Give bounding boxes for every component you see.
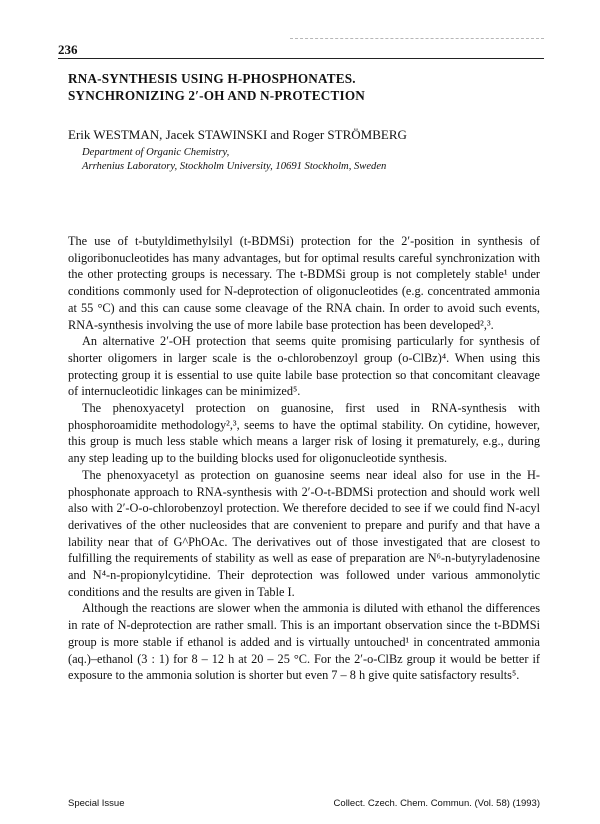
footer-issue: Special Issue bbox=[68, 798, 125, 809]
affiliation bbox=[82, 146, 386, 174]
affiliation-line-2: Arrhenius Laboratory, Stockholm University, 10691 Stockholm, Sweden bbox=[82, 161, 387, 172]
header-faint-rule bbox=[290, 38, 544, 39]
paragraph-5: Although the reactions are slower when the ammonia is diluted with ethanol the differences in rate of N-deprotection are rather small. This is an important observation since the t-BDMSi group is more stable if ethanol is added and is virtually untouched¹ in concentrated ammonia (aq.)–ethanol (3 : 1) for 8 – 12 h at 20 – 25 °C. For the 2′-o-ClBz group it would be better if exposure to the ammonia solution is shorter but even 7 – 8 h give quite satisfactory results⁵. bbox=[68, 601, 540, 683]
paragraph-4: The phenoxyacetyl as protection on guanosine seems near ideal also for use in the H-phosphonate approach to RNA-synthesis with 2′-O-t-BDMSi protection and should work well also with 2′-O-o-chlorobenzoyl protection. We therefore decided to see if we could find N-acyl derivatives of the other nucleosides that are convenient to prepare and purify and that have a lability near that of G^PhOAc. The derivatives out of those investigated that are closest to fulfilling the requirements of stability as well as ease of preparation are N⁶-n-butyryladenosine and N⁴-n-propionylcytidine. Their deprotection was followed under various ammonolytic conditions and the results are given in Table I. bbox=[68, 467, 540, 599]
authors: Erik WESTMAN, Jacek STAWINSKI and Roger STRÖMBERG bbox=[68, 127, 407, 142]
paragraph-3: The phenoxyacetyl protection on guanosine, first used in RNA-synthesis with phosphoroamidite methodology²,³, seems to have the optimal stability. On cytidine, however, this group is much less stable which means a larger risk of losing it prematurely, e.g., during any step leading up to the building blocks used for oligonucleotide synthesis. bbox=[68, 401, 540, 466]
article-body bbox=[68, 233, 540, 684]
title-line-1: RNA-SYNTHESIS USING H-PHOSPHONATES. bbox=[68, 71, 356, 86]
title-line-2: SYNCHRONIZING 2′-OH AND N-PROTECTION bbox=[68, 88, 366, 103]
article-title bbox=[68, 70, 538, 104]
paragraph-2: An alternative 2′-OH protection that seems quite promising particularly for synthesis of shorter oligomers in larger scale is the o-chlorobenzoyl group (o-ClBz)⁴. When using this protecting group it is essential to use quite labile base protection so that concomitant cleavage of internucleotidic linkages can be minimized⁵. bbox=[68, 334, 540, 399]
page-number: 236 bbox=[58, 42, 78, 57]
header-rule bbox=[58, 58, 544, 59]
paragraph-1: The use of t-butyldimethylsilyl (t-BDMSi) protection for the 2′-position in synthesis of oligoribonucleotides has many advantages, but for optimal results careful synchronization with the other protecting groups is necessary. The t-BDMSi group is not completely stable¹ under conditions commonly used for N-deprotection of oligonucleotides (e.g. concentrated ammonia at 55 °C) and this can cause some cleavage of the RNA chain. In order to avoid such events, RNA-synthesis involving the use of more labile base protection has been developed²,³. bbox=[68, 234, 540, 332]
affiliation-line-1: Department of Organic Chemistry, bbox=[82, 147, 230, 158]
footer-citation: Collect. Czech. Chem. Commun. (Vol. 58) (1993) bbox=[333, 798, 540, 809]
